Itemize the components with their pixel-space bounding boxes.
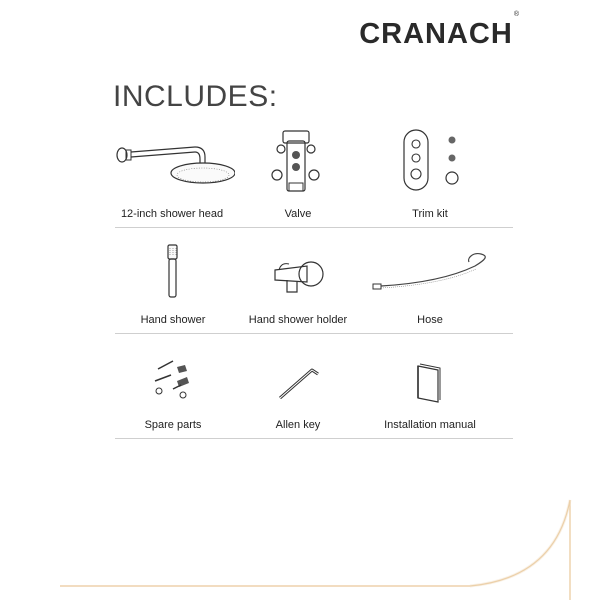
label-allen-key: Allen key — [275, 419, 321, 431]
label-trim-kit: Trim kit — [412, 208, 448, 220]
label-hose: Hose — [417, 314, 443, 326]
label-spare-parts: Spare parts — [144, 419, 202, 431]
label-hand-shower-holder: Hand shower holder — [248, 314, 348, 326]
label-hand-shower: Hand shower — [140, 314, 206, 326]
page-title: INCLUDES: — [113, 80, 278, 113]
label-shower-head: 12-inch shower head — [120, 208, 224, 220]
brand-name: CRANACH — [359, 18, 513, 50]
label-installation-manual: Installation manual — [384, 419, 476, 431]
registered-mark: ® — [513, 11, 520, 19]
label-valve: Valve — [284, 208, 312, 220]
